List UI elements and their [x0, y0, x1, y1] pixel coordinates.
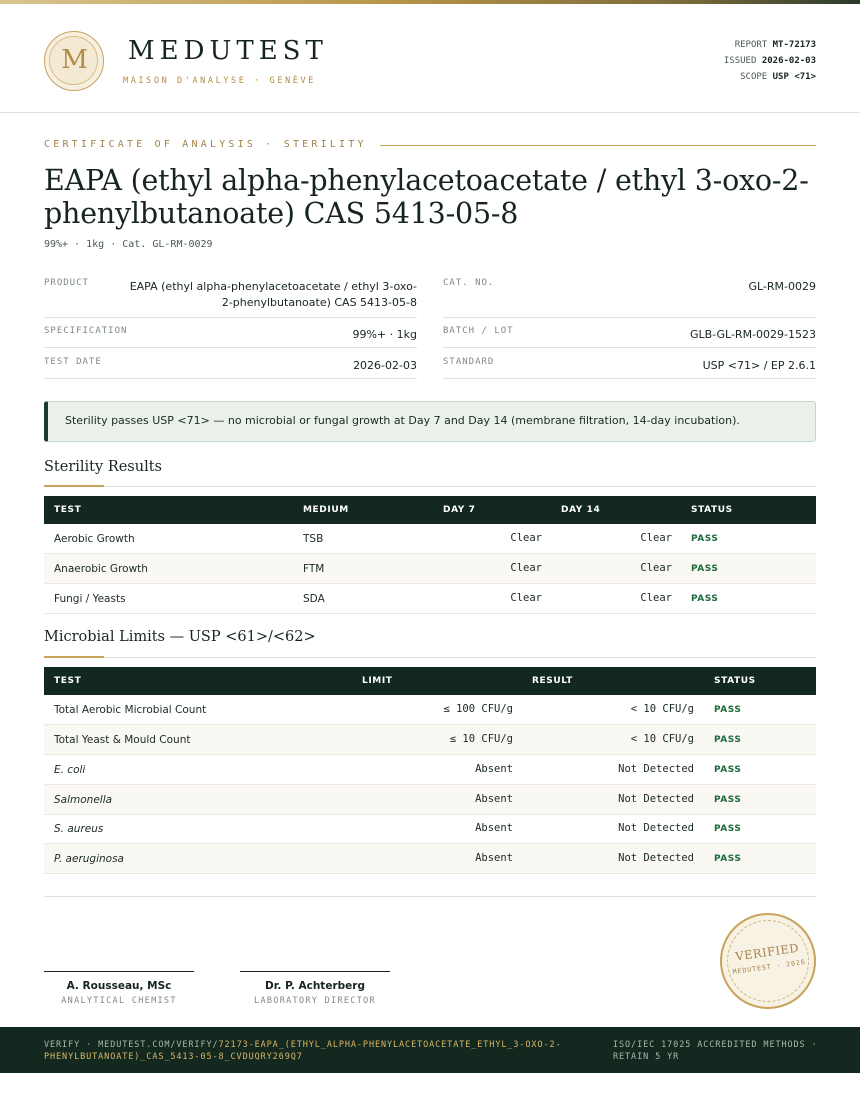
brand-tagline: MAISON D'ANALYSE · GENÈVE: [123, 76, 316, 86]
cell-result: < 10 CFU/g: [630, 703, 694, 715]
status-badge: PASS: [714, 705, 742, 715]
verify-link[interactable]: 72173-EAPA_(ETHYL_ALPHA-PHENYLACETOACETATE_ETHYL_3-OXO-2-PHENYLBUTANOATE)_CAS_5413-05-8_CVDUQRY269Q7: [44, 1040, 562, 1062]
signature-analyst: [44, 971, 194, 1006]
status-badge: PASS: [691, 564, 719, 574]
signature-divider: [44, 896, 816, 897]
field-product: [44, 278, 417, 318]
table-row: [44, 844, 816, 874]
table-row: [44, 785, 816, 815]
table-row: [44, 695, 816, 725]
signatory-role: LABORATORY DIRECTOR: [254, 996, 376, 1006]
verify-prefix: VERIFY · MEDUTEST.COM/VERIFY/: [44, 1040, 219, 1050]
signatory-name: Dr. P. Achterberg: [265, 980, 365, 992]
product-subtitle: 99%+ · 1kg · Cat. GL-RM-0029: [44, 239, 213, 250]
report-number-line: [724, 37, 816, 53]
signatory-role: ANALYTICAL CHEMIST: [61, 996, 177, 1006]
cell-day7: Clear: [510, 592, 542, 604]
seal-main-text: VERIFIED: [734, 940, 800, 964]
cell-test: Fungi / Yeasts: [54, 593, 126, 605]
cell-test: Total Aerobic Microbial Count: [54, 704, 207, 716]
report-meta: [724, 37, 816, 85]
field-batch-lot: [443, 326, 816, 348]
signature-director: [240, 971, 390, 1006]
field-value: 2026-02-03: [353, 359, 417, 372]
cell-day14: Clear: [640, 592, 672, 604]
summary-note: [44, 401, 816, 442]
signatory-name: A. Rousseau, MSc: [66, 980, 172, 992]
field-value: 99%+ · 1kg: [352, 328, 417, 341]
accreditation-note: ISO/IEC 17025 ACCREDITED METHODS · RETAIN 5 YR: [613, 1040, 818, 1062]
status-badge: PASS: [714, 824, 742, 834]
section-title-sterility: Sterility Results: [44, 459, 162, 475]
issued-label: ISSUED: [723, 56, 757, 66]
field-value: GL-RM-0029: [748, 280, 816, 293]
cell-test: Anaerobic Growth: [54, 563, 148, 575]
cell-limit: Absent: [475, 763, 513, 775]
cell-day14: Clear: [640, 532, 672, 544]
logo-letter: M: [61, 45, 88, 75]
header-day14: DAY 14: [561, 505, 601, 515]
cell-result: < 10 CFU/g: [630, 733, 694, 745]
table-row: [44, 524, 816, 554]
cell-limit: Absent: [475, 793, 513, 805]
cell-limit: ≤ 10 CFU/g: [449, 733, 513, 745]
cell-test: Aerobic Growth: [54, 533, 135, 545]
section-rule: [44, 657, 816, 658]
field-label: PRODUCT: [44, 278, 89, 288]
cell-result: Not Detected: [618, 822, 694, 834]
field-label: CAT. NO.: [443, 278, 495, 288]
table-row: [44, 584, 816, 614]
cell-test: S. aureus: [54, 823, 104, 835]
header-day7: DAY 7: [443, 505, 476, 515]
issued-date: 2026-02-03: [761, 56, 816, 66]
field-label: TEST DATE: [44, 357, 102, 367]
cell-medium: TSB: [303, 533, 324, 545]
header-status: STATUS: [714, 676, 756, 686]
header-test: TEST: [54, 505, 82, 515]
field-label: BATCH / LOT: [443, 326, 514, 336]
status-badge: PASS: [714, 735, 742, 745]
field-specification: [44, 326, 417, 348]
field-test-date: [44, 357, 417, 379]
header-limit: LIMIT: [362, 676, 393, 686]
cell-test: E. coli: [54, 764, 86, 776]
cell-medium: SDA: [303, 593, 325, 605]
section-rule: [44, 486, 816, 487]
kicker-rule: [380, 145, 816, 146]
logo-inner-ring: [49, 36, 98, 85]
field-label: SPECIFICATION: [44, 326, 128, 336]
product-title: EAPA (ethyl alpha-phenylacetoacetate / ethyl 3-oxo-2-phenylbutanoate) CAS 5413-05-8: [44, 164, 809, 230]
cell-limit: Absent: [475, 852, 513, 864]
field-catalog-number: [443, 278, 816, 318]
status-badge: PASS: [691, 594, 719, 604]
summary-note-text: Sterility passes USP <71> — no microbial or fungal growth at Day 7 and Day 14 (membrane filtration, 14-day incubation).: [65, 414, 740, 427]
verified-seal: [720, 913, 816, 1009]
header-result: RESULT: [532, 676, 573, 686]
field-value: EAPA (ethyl alpha-phenylacetoacetate / ethyl 3-oxo-2-phenylbutanoate) CAS 5413-05-8: [129, 280, 417, 309]
document-kicker: CERTIFICATE OF ANALYSIS · STERILITY: [44, 139, 367, 150]
scope-label: SCOPE: [740, 72, 768, 82]
cell-limit: ≤ 100 CFU/g: [443, 703, 513, 715]
cell-day14: Clear: [640, 562, 672, 574]
field-label: STANDARD: [443, 357, 495, 367]
sterility-table-header: [44, 496, 816, 524]
cell-result: Not Detected: [618, 763, 694, 775]
cell-result: Not Detected: [618, 852, 694, 864]
cell-day7: Clear: [510, 562, 542, 574]
seal-sub-text: MEDUTEST · 2026: [732, 957, 807, 977]
issued-line: [724, 53, 816, 69]
section-accent: [44, 656, 104, 658]
cell-test: P. aeruginosa: [54, 853, 124, 865]
brand-logo: [44, 31, 104, 91]
page-header: [0, 4, 860, 113]
field-standard: [443, 357, 816, 379]
field-value: GLB-GL-RM-0029-1523: [689, 328, 816, 341]
table-row: [44, 725, 816, 755]
table-row: [44, 814, 816, 844]
header-medium: MEDIUM: [303, 505, 349, 515]
cell-medium: FTM: [303, 563, 325, 575]
scope-line: [724, 69, 816, 85]
status-badge: PASS: [714, 765, 742, 775]
verify-line: [44, 1039, 589, 1063]
brand-name: MEDUTEST: [128, 36, 328, 66]
report-number: MT-72173: [772, 40, 816, 50]
header-test: TEST: [54, 676, 82, 686]
cell-day7: Clear: [510, 532, 542, 544]
scope-value: USP <71>: [772, 72, 816, 82]
report-label: REPORT: [734, 40, 768, 50]
page-footer: [0, 1027, 860, 1073]
section-accent: [44, 485, 104, 487]
header-status: STATUS: [691, 505, 733, 515]
field-value: USP <71> / EP 2.6.1: [702, 359, 816, 372]
table-row: [44, 755, 816, 785]
section-title-microbial: Microbial Limits — USP <61>/<62>: [44, 629, 316, 645]
cell-limit: Absent: [475, 822, 513, 834]
microbial-table-header: [44, 667, 816, 695]
table-row: [44, 554, 816, 584]
status-badge: PASS: [691, 534, 719, 544]
cell-result: Not Detected: [618, 793, 694, 805]
cell-test: Total Yeast & Mould Count: [54, 734, 191, 746]
cell-test: Salmonella: [54, 794, 113, 806]
status-badge: PASS: [714, 854, 742, 864]
status-badge: PASS: [714, 795, 742, 805]
